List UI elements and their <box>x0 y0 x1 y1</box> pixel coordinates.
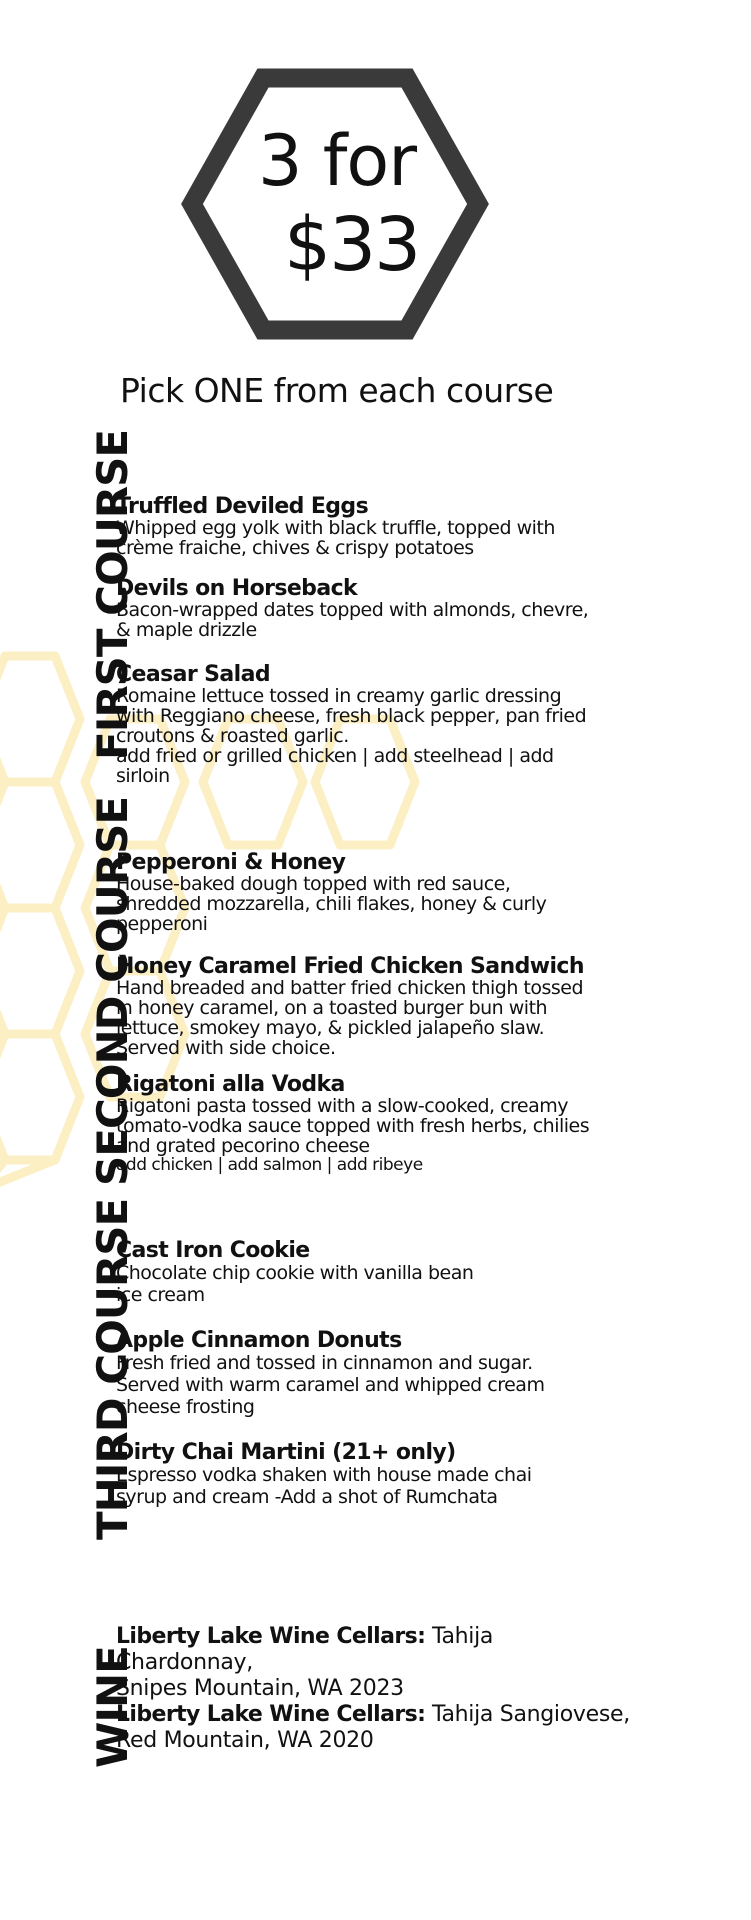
item-name: Pepperoni & Honey <box>116 850 346 875</box>
wine-producer: Liberty Lake Wine Cellars: <box>116 1624 426 1649</box>
item-description: Espresso vodka shaken with house made chai <box>116 1464 532 1486</box>
item-description: crème fraiche, chives & crispy potatoes <box>116 537 474 559</box>
menu-item <box>116 1330 676 1418</box>
item-description: pepperoni <box>116 913 208 935</box>
wine-entry <box>116 1702 676 1754</box>
wine-entry <box>116 1624 676 1702</box>
badge-price: $33 <box>284 202 420 288</box>
item-description: and grated pecorino cheese <box>116 1135 370 1157</box>
wine-label: WINE <box>88 1646 137 1768</box>
item-name: Ceasar Salad <box>116 662 270 687</box>
item-description: croutons & roasted garlic. <box>116 725 349 747</box>
item-name: Rigatoni alla Vodka <box>116 1072 345 1097</box>
item-description: Hand breaded and batter fried chicken thigh tossed <box>116 977 584 999</box>
item-description: shredded mozzarella, chili flakes, honey & curly <box>116 893 547 915</box>
item-description: Fresh fried and tossed in cinnamon and sugar. <box>116 1352 533 1374</box>
wine-region: Red Mountain, WA 2020 <box>116 1728 374 1753</box>
item-description: tomato-vodka sauce topped with fresh herbs, chilies <box>116 1115 590 1137</box>
honeycomb-cell <box>0 908 80 1034</box>
first-course-label: FIRST COURSE <box>88 429 137 760</box>
item-description: with Reggiano cheese, fresh black pepper, pan fried <box>116 705 587 727</box>
item-description: in honey caramel, on a toasted burger bun with <box>116 997 548 1019</box>
item-description: cheese frosting <box>116 1396 255 1418</box>
item-description: & maple drizzle <box>116 619 257 641</box>
item-name: Devils on Horseback <box>116 576 358 601</box>
menu-item <box>116 852 676 934</box>
item-name: Cast Iron Cookie <box>116 1238 310 1263</box>
menu-item <box>116 578 676 640</box>
third-course-label: THIRD COURSE <box>88 1198 137 1540</box>
item-description: Served with side choice. <box>116 1037 336 1059</box>
menu-item <box>116 496 676 558</box>
item-addons: add chicken | add salmon | add ribeye <box>116 1155 423 1175</box>
menu-item <box>116 1240 676 1306</box>
wine-varietal: Tahija <box>425 1624 494 1649</box>
item-description: Served with warm caramel and whipped cream <box>116 1374 545 1396</box>
wine-producer: Liberty Lake Wine Cellars: <box>116 1702 426 1727</box>
item-description: Romaine lettuce tossed in creamy garlic dressing <box>116 685 562 707</box>
item-name: Truffled Deviled Eggs <box>116 494 369 519</box>
menu-item <box>116 1074 676 1174</box>
honeycomb-cell <box>0 656 80 782</box>
menu-item <box>116 664 676 786</box>
item-addons: add fried or grilled chicken | add steelhead | add <box>116 745 554 767</box>
item-description: ice cream <box>116 1284 205 1306</box>
item-addons: sirloin <box>116 765 170 787</box>
item-name: Honey Caramel Fried Chicken Sandwich <box>116 954 584 979</box>
item-name: Apple Cinnamon Donuts <box>116 1328 402 1353</box>
item-description: lettuce, smokey mayo, & pickled jalapeño slaw. <box>116 1017 545 1039</box>
badge-line-1: 3 for <box>258 120 417 202</box>
honeycomb-cell <box>0 782 80 908</box>
wine-region: Snipes Mountain, WA 2023 <box>116 1676 404 1701</box>
item-description: House-baked dough topped with red sauce, <box>116 873 511 895</box>
item-description: Chocolate chip cookie with vanilla bean <box>116 1262 474 1284</box>
item-description: Whipped egg yolk with black truffle, topped with <box>116 517 555 539</box>
wine-varietal: Tahija Sangiovese, <box>425 1702 630 1727</box>
item-name: Dirty Chai Martini (21+ only) <box>116 1440 456 1465</box>
menu-item <box>116 1442 676 1508</box>
second-course-label: SECOND COURSE <box>88 796 137 1186</box>
item-description: Rigatoni pasta tossed with a slow-cooked, creamy <box>116 1095 569 1117</box>
item-description: syrup and cream -Add a shot of Rumchata <box>116 1486 498 1508</box>
honeycomb-cell <box>0 1034 80 1160</box>
item-description: Bacon-wrapped dates topped with almonds, chevre, <box>116 599 589 621</box>
menu-subtitle: Pick ONE from each course <box>120 371 554 410</box>
honeycomb-cell <box>0 1160 55 1190</box>
wine-varietal: Chardonnay, <box>116 1650 253 1675</box>
menu-item <box>116 956 676 1058</box>
